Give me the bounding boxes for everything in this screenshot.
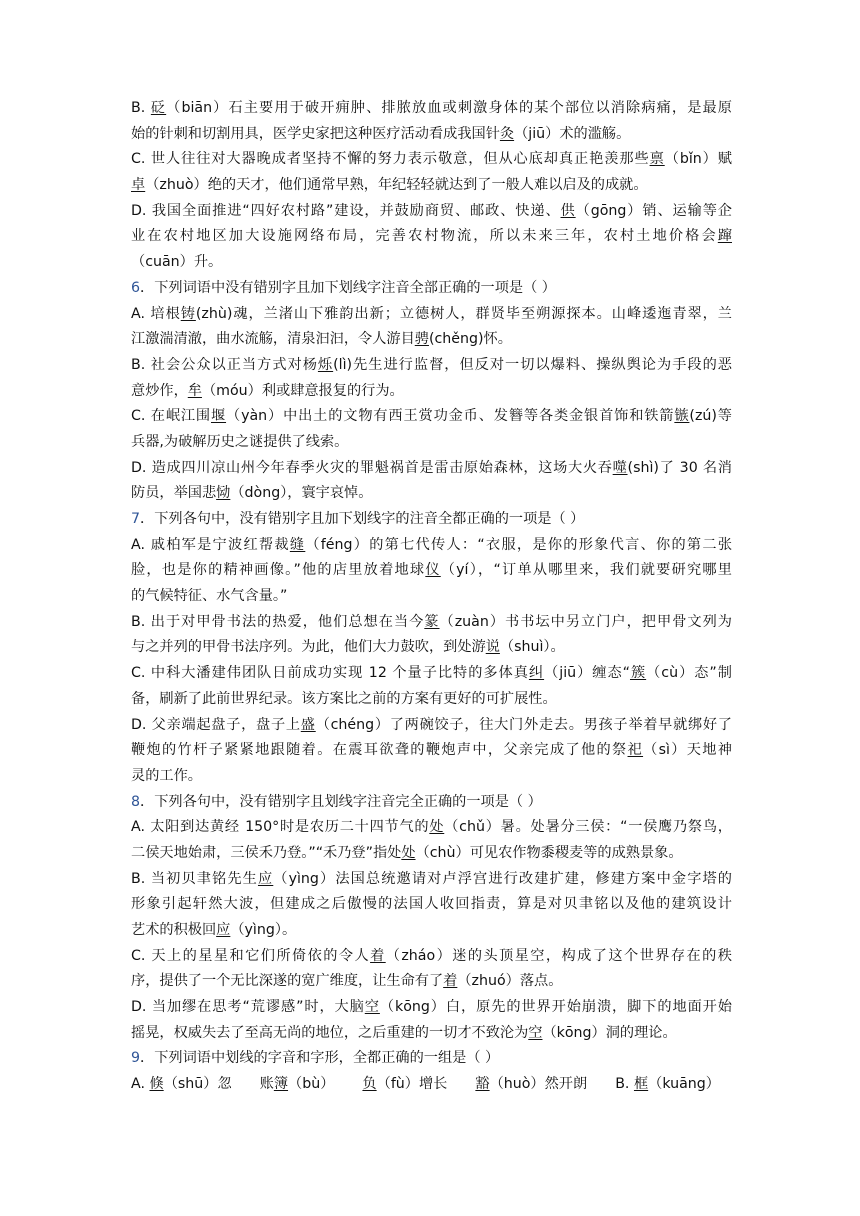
text-line [131, 687, 732, 713]
underlined-char: 缝 [289, 536, 306, 553]
text-run: （zháo）迷的头顶星空，构成了这个世界存在的秩 [385, 947, 732, 964]
underlined-char: 噬 [612, 459, 628, 476]
text-run: 鞭炮的竹杆子紧紧地跟随着。在震耳欲聋的鞭炮声中，父亲完成了他的祭 [131, 742, 628, 759]
text-run: 脸，也是你的精神画像。”他的店里放着地球 [131, 562, 426, 579]
underlined-char: 骋 [414, 331, 429, 348]
text-run: B. 社会公众以正当方式对杨 [131, 356, 318, 373]
text-line [131, 841, 732, 867]
text-run: D. 造成四川凉山州今年春季火灾的罪魁祸首是雷击原始森林，这场大火吞 [131, 459, 613, 476]
underlined-char: 倏 [149, 1076, 164, 1093]
underlined-char: 蹿 [717, 228, 732, 245]
text-line [131, 481, 732, 507]
text-run: 业在农村地区加大设施网络布局，完善农村物流，所以未来三年，农村土地价格会 [131, 228, 718, 245]
text-run: （dòng），寰宇哀悼。 [230, 485, 373, 502]
text-run: ．下列各句中，没有错别字且划线字注音完全正确的一项是（ ） [140, 793, 542, 810]
text-run: D. 当加缪在思考“荒谬感”时，大脑 [131, 999, 365, 1016]
text-line [131, 302, 732, 328]
text-line [131, 610, 732, 636]
underlined-char: 处 [401, 844, 416, 861]
text-run: （móu）利或肆意报复的行为。 [201, 382, 404, 399]
text-run: A. 培根 [131, 305, 181, 322]
text-run: （kuāng） [648, 1076, 720, 1093]
text-line [131, 1021, 732, 1047]
underlined-char: 纠 [528, 665, 545, 682]
text-run: （chéng）了两碗饺子，往大门外走去。男孩子举着早就绑好了 [315, 716, 732, 733]
text-run: （cuān）升。 [131, 254, 223, 271]
text-run: ．下列词语中划线的字音和字形，全都正确的一组是（ ） [140, 1050, 500, 1067]
text-run: 艺术的积极回 [131, 922, 217, 938]
text-run: 账 [259, 1076, 274, 1093]
text-run: A. [131, 1076, 150, 1093]
text-run: 灵的工作。 [131, 767, 202, 784]
text-run: （bǐn）赋 [664, 151, 732, 168]
text-line [131, 790, 732, 816]
underlined-char: 篆 [424, 613, 440, 630]
underlined-char: 牟 [187, 382, 202, 399]
underlined-char: 灸 [499, 125, 515, 142]
text-run: （huò）然开朗 [489, 1076, 588, 1093]
text-run: (shì)了 30 名消 [627, 459, 732, 476]
text-run: C. 天上的星星和它们所倚依的令人 [131, 947, 371, 964]
text-run: A. 太阳到达黄经 150°时是农历二十四节气的 [131, 819, 430, 836]
text-run: 兵器,为破解历史之谜提供了线索。 [131, 433, 349, 450]
text-run: 与之并列的甲骨书法序列。为此，他们大力鼓吹，到处游 [131, 639, 486, 656]
text-run: 始的针刺和切割用具，医学史家把这种医疗活动看成我国针 [131, 125, 500, 142]
text-line [131, 533, 732, 559]
text-run: （shuì）。 [499, 639, 565, 656]
text-run: C. 中科大潘建伟团队日前成功实现 12 个量子比特的多体真 [131, 665, 529, 682]
underlined-char: 簇 [629, 665, 647, 682]
text-run: （zuàn）书书坛中另立门户，把甲骨文列为 [439, 613, 732, 630]
text-run: （cù）态”制 [646, 665, 732, 682]
text-run: C. 在岷江围 [131, 408, 211, 425]
text-line [131, 430, 732, 456]
underlined-char: 着 [370, 947, 386, 964]
text-run: (zú)等 [689, 408, 732, 425]
text-line [131, 661, 732, 687]
text-line [131, 584, 732, 610]
text-line [131, 173, 732, 199]
text-run: （zhuò）绝的天才，他们通常早熟，年纪轻轻就达到了一般人难以启及的成就。 [145, 177, 648, 194]
underlined-char: 空 [364, 999, 380, 1016]
text-line [131, 764, 732, 790]
text-line [131, 995, 732, 1021]
text-run: (lì)先生进行监督，但反对一切以爆料、操纵舆论为手段的恶 [333, 356, 732, 373]
underlined-char: 应 [257, 870, 274, 887]
question-number: 6 [131, 279, 141, 296]
text-run: B. 当初贝聿铭先生 [131, 870, 258, 887]
text-line [131, 96, 732, 122]
text-line [131, 276, 732, 302]
text-line [131, 224, 732, 250]
underlined-char: 禀 [649, 151, 665, 168]
text-run: ．下列词语中没有错别字且加下划线字注音全部正确的一项是（ ） [140, 279, 556, 296]
text-run: （kōng）洞的理论。 [542, 1024, 677, 1041]
question-number: 7 [131, 511, 141, 527]
text-run: （bù） [288, 1076, 335, 1093]
underlined-char: 砭 [150, 100, 167, 116]
text-line [131, 147, 732, 173]
text-run: 序，提供了一个无比深遂的宽广维度，让生命有了 [131, 973, 444, 990]
underlined-char: 负 [362, 1076, 377, 1093]
text-line [131, 713, 732, 739]
text-line [131, 1072, 732, 1098]
text-run: （chù）可见农作物黍稷麦等的成熟景象。 [415, 844, 683, 861]
text-run: (zhù)魂，兰渚山下雅韵出新；立德树人，群贤毕至朔源探本。山峰逶迤青翠，兰 [195, 305, 732, 322]
text-line [131, 404, 732, 430]
text-run: （shū）忽 [163, 1076, 232, 1093]
underlined-char: 镞 [674, 408, 690, 425]
text-line [131, 250, 732, 276]
text-run: (chěng)怀。 [428, 331, 512, 348]
underlined-char: 应 [216, 922, 231, 938]
text-line [131, 867, 732, 893]
text-run: （fù）增长 [376, 1076, 448, 1093]
text-line [131, 507, 732, 533]
text-run: 二侯天地始肃，三侯禾乃登。”“禾乃登”指处 [131, 844, 402, 861]
text-run: D. 我国全面推进“四好农村路”建设，并鼓励商贸、邮政、快递、 [131, 202, 561, 219]
text-run: （zhuó）落点。 [457, 973, 563, 990]
text-line [131, 199, 732, 225]
underlined-char: 仪 [425, 562, 441, 579]
text-line [131, 969, 732, 995]
text-run: 摇晃，权威失去了至高无尚的地位，之后重建的一切才不致沦为 [131, 1024, 529, 1041]
text-run: （yìng）。 [230, 922, 297, 938]
underlined-char: 着 [443, 973, 458, 990]
underlined-char: 豁 [475, 1076, 490, 1093]
text-line [131, 918, 732, 944]
text-run: C. 世人往往对大器晚成者坚持不懈的努力表示敬意，但从心底却真正艳羡那些 [131, 151, 650, 168]
text-run: （jiū）术的滥觞。 [514, 125, 631, 142]
text-run: （féng）的第七代传人：“衣服，是你的形象代言、你的第二张 [305, 536, 732, 553]
text-line [131, 558, 732, 584]
underlined-char: 烁 [317, 356, 334, 373]
text-run: 的气候特征、水气含量。” [131, 588, 288, 605]
text-line [131, 353, 732, 379]
underlined-char: 祀 [627, 742, 644, 759]
text-line [131, 944, 732, 970]
text-line [131, 379, 732, 405]
text-run: 形象引起轩然大波，但建成之后傲慢的法国人收回指责，算是对贝聿铭以及他的建筑设计 [131, 896, 732, 913]
text-run: （kōng）白，原先的世界开始崩溃，脚下的地面开始 [379, 999, 732, 1016]
text-run: （biān）石主要用于破开痈肿、排脓放血或刺激身体的某个部位以消除病痛，是最原 [166, 100, 732, 116]
underlined-char: 卓 [131, 177, 146, 194]
underlined-char: 盛 [300, 716, 316, 733]
underlined-char: 簿 [273, 1076, 289, 1093]
underlined-char: 铸 [180, 305, 196, 322]
text-run: A. 戚柏军是宁波红帮裁 [131, 536, 290, 553]
question-number: 8 [131, 793, 141, 810]
document-body [131, 96, 732, 1098]
text-run: ．下列各句中，没有错别字且加下划线字的注音全都正确的一项是（ ） [140, 511, 585, 527]
text-run: （chǔ）暑。处暑分三侯：“一侯鹰乃祭鸟， [444, 819, 732, 836]
text-run: 意炒作， [131, 382, 188, 399]
text-line [131, 892, 732, 918]
underlined-char: 说 [485, 639, 500, 656]
text-run: （yìng）法国总统邀请对卢浮宫进行改建扩建，修建方案中金字塔的 [273, 870, 732, 887]
text-run: 江激湍清澈，曲水流觞，清泉汩汩，令人游目 [131, 331, 415, 348]
text-run: B. 出于对甲骨书法的热爱，他们总想在当今 [131, 613, 425, 630]
text-run: （yàn）中出土的文物有西王赏功金币、发簪等各类金银首饰和铁箭 [226, 408, 675, 425]
text-run: B. [615, 1076, 634, 1093]
text-line [131, 738, 732, 764]
text-line [131, 122, 732, 148]
underlined-char: 空 [528, 1024, 543, 1041]
text-line [131, 1046, 732, 1072]
underlined-char: 处 [429, 819, 445, 836]
underlined-char: 框 [633, 1076, 649, 1093]
question-number: 9 [131, 1050, 141, 1067]
text-line [131, 635, 732, 661]
text-run: （yí），“订单从哪里来，我们就要研究哪里 [440, 562, 732, 579]
underlined-char: 堰 [210, 408, 227, 425]
text-run: （jiū）缠态“ [544, 665, 630, 682]
text-run: D. 父亲端起盘子，盘子上 [131, 716, 301, 733]
text-line [131, 327, 732, 353]
text-run: 备，刷新了此前世界纪录。该方案比之前的方案有更好的可扩展性。 [131, 690, 557, 707]
text-run: （sì）天地神 [643, 742, 732, 759]
text-line [131, 815, 732, 841]
text-run: 防员，举国悲 [131, 485, 217, 502]
text-run: （gōng）销、运输等企 [575, 202, 732, 219]
underlined-char: 供 [560, 202, 576, 219]
underlined-char: 恸 [216, 485, 231, 502]
text-run: B. [131, 100, 151, 116]
text-line [131, 456, 732, 482]
